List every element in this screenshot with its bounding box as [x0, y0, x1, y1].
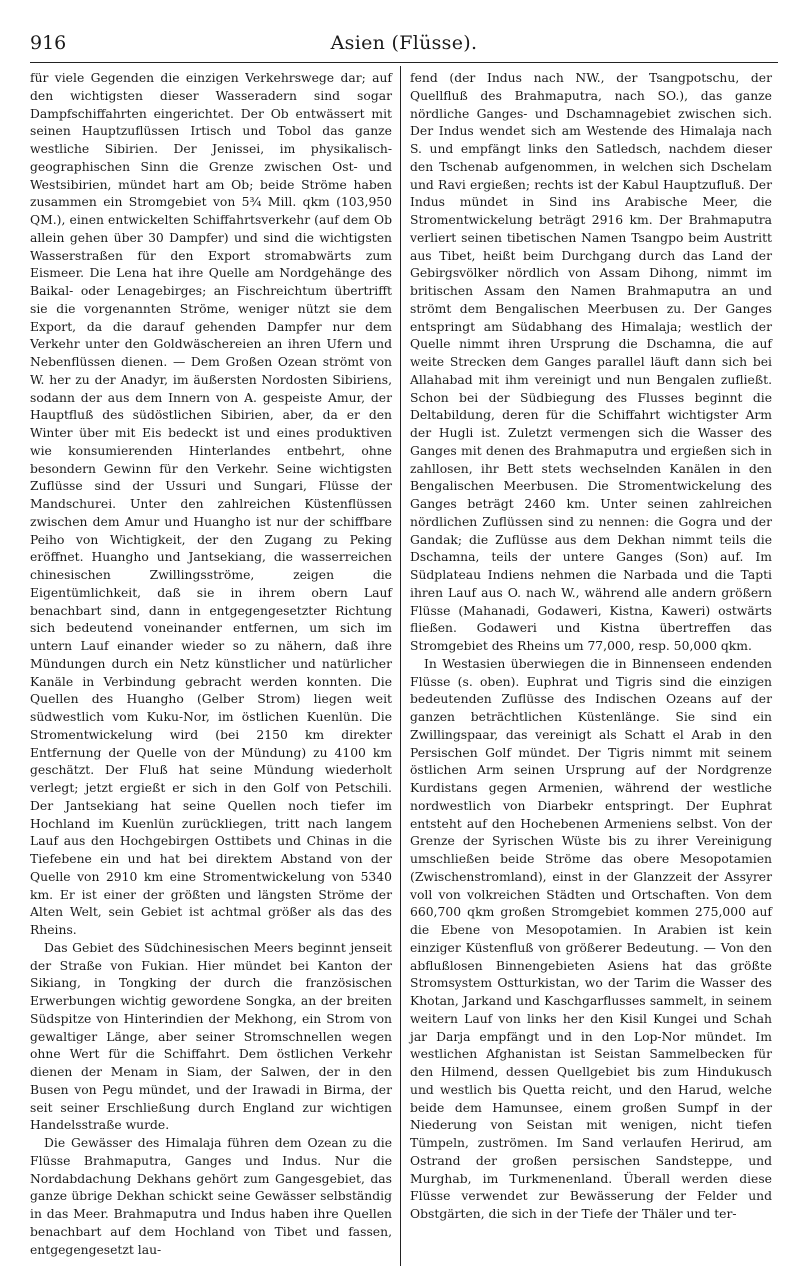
paragraph: In Westasien überwiegen die in Binnenseen endenden Flüsse (s. oben). Euphrat und Tigris sind die einzigen bedeutenden Zuflüsse des Indischen Ozeans auf der ganzen beträchtlichen Küstenlänge. Sie sind ein Zwillingspaar, das vereinigt als Schatt el Arab in den Persischen Golf mündet. Der Tigris nimmt mit seinem östlichen Arm seinen Ursprung auf der Nordgrenze Kurdistans gegen Armenien, während der westliche nordwestlich von Diarbekr entspringt. Der Euphrat entsteht auf den Hochebenen Armeniens selbst. Von der Grenze der Syrischen Wüste bis zu ihrer Vereinigung umschließen beide Ströme das obere Mesopotamien (Zwischenstromland), einst in der Glanzzeit der Assyrer voll von volkreichen Städten und Ortschaften. Von dem 660,700 qkm großen Stromgebiet kommen 275,000 auf die Ebene von Mesopotamien. In Arabien ist kein einziger Küstenfluß von größerer Bedeutung. — Von den abflußlosen Binnengebieten Asiens hat das größte Stromsystem Ostturkistan, wo der Tarim die Wasser des Khotan, Jarkand und Kaschgarflusses sammelt, in seinem weitern Lauf von links her den Kisil Kungei und Schah jar Darja empfängt und in den Lop-Nor mündet. Im westlichen Afghanistan ist Seistan Sammelbecken für den Hilmend, dessen Quellgebiet bis zum Hindukusch und westlich bis Quetta reicht, und den Harud, welche beide dem Hamunsee, einem großen Sumpf in der Niederung von Seistan mit wenigen, nicht tiefen Tümpeln, zuströmen. Im Sand verlaufen Herirud, am Ostrand der großen persischen Sandsteppe, und Murghab, im Turkmenenland. Überall werden diese Flüsse verwendet zur Bewässerung der Felder und Obstgärten, die sich in der Tiefe der Thäler und ter-: [410, 656, 772, 1221]
column-divider: [400, 66, 401, 1266]
page-number: 916: [30, 32, 67, 54]
paragraph: Die Gewässer des Himalaja führen dem Ozean zu die Flüsse Brahmaputra, Ganges und Indus. Nur die Nordabdachung Dekhans gehört zum Gangesgebiet, das ganze übrige Dekhan schickt seine Gewässer selbständig in das Meer. Brahmaputra und Indus haben ihre Quellen benachbart auf dem Hochland von Tibet und fassen, entgegengesetzt lau-: [30, 1136, 392, 1257]
running-header: [30, 30, 778, 63]
paragraph: fend (der Indus nach NW., der Tsangpotschu, der Quellfluß des Brahmaputra, nach SO.), das ganze nördliche Ganges- und Dschamnagebiet zwischen sich. Der Indus wendet sich am Westende des Himalaja nach S. und empfängt links den Satledsch, nachdem dieser den Tschenab aufgenommen, in welchen sich Dschelam und Ravi ergießen; rechts ist der Kabul Hauptzufluß. Der Indus mündet in Sind ins Arabische Meer, die Stromentwickelung beträgt 2916 km. Der Brahmaputra verliert seinen tibetischen Namen Tsangpo beim Austritt aus Tibet, heißt beim Durchgang durch das Land der Gebirgsvölker nördlich von Assam Dihong, nimmt im britischen Assam den Namen Brahmaputra an und strömt dem Bengalischen Meerbusen zu. Der Ganges entspringt am Südabhang des Himalaja; westlich der Quelle nimmt ihren Ursprung die Dschamna, die auf weite Strecken dem Ganges parallel läuft dann sich bei Allahabad mit ihm vereinigt und nun Bengalen zufließt. Schon bei der Südbiegung des Flusses beginnt die Deltabildung, deren für die Schiffahrt wichtigster Arm der Hugli ist. Zuletzt vermengen sich die Wasser des Ganges mit denen des Brahmaputra und ergießen sich in zahllosen, ihr Bett stets wechselnden Kanälen in den Bengalischen Meerbusen. Die Stromentwickelung des Ganges beträgt 2460 km. Unter seinen zahlreichen nördlichen Zuflüssen sind zu nennen: die Gogra und der Gandak; die Zuflüsse aus dem Dekhan nimmt teils die Dschamna, teils der untere Ganges (Son) auf. Im Südplateau Indiens nehmen die Narbada und die Tapti ihren Lauf aus O. nach W., während alle andern größern Flüsse (Mahanadi, Godaweri, Kistna, Kaweri) ostwärts fließen. Godaweri und Kistna übertreffen das Stromgebiet des Rheins um 77,000, resp. 50,000 qkm.: [410, 71, 772, 653]
page-title: Asien (Flüsse).: [330, 32, 478, 54]
left-column: [30, 70, 392, 1259]
paragraph: Das Gebiet des Südchinesischen Meers beginnt jenseit der Straße von Fukian. Hier mündet bei Kanton der Sikiang, in Tongking der durch die französischen Erwerbungen wichtig gewordene Songka, an der breiten Südspitze von Hinterindien der Mekhong, ein Strom von gewaltiger Länge, aber seiner Stromschnellen wegen ohne Wert für die Schiffahrt. Dem östlichen Verkehr dienen der Menam in Siam, der Salwen, der in den Busen von Pegu mündet, und der Irawadi in Birma, der seit seiner Erschließung durch England zur wichtigen Handelsstraße wurde.: [30, 940, 392, 1133]
paragraph: für viele Gegenden die einzigen Verkehrswege dar; auf den wichtigsten dieser Wasseradern sind sogar Dampfschiffahrten eingerichtet. Der Ob entwässert mit seinen Hauptzuflüssen Irtisch und Tobol das ganze westliche Sibirien. Der Jenissei, im physikalisch-geographischen Sinn die Grenze zwischen Ost- und Westsibirien, mündet hart am Ob; beide Ströme haben zusammen ein Stromgebiet von 5¾ Mill. qkm (103,950 QM.), einen entwickelten Schiffahrtsverkehr (auf dem Ob allein gehen über 30 Dampfer) und sind die wichtigsten Wasserstraßen für den Export stromabwärts zum Eismeer. Die Lena hat ihre Quelle am Nordgehänge des Baikal- oder Lenagebirges; an Fischreichtum übertrifft sie die vorgenannten Ströme, weniger nützt sie dem Export, da die darauf gehenden Dampfer nur dem Verkehr unter den Goldwäschereien an ihren Ufern und Nebenflüssen dienen. — Dem Großen Ozean strömt von W. her zu der Anadyr, im äußersten Nordosten Sibiriens, sodann der aus dem Innern von A. gespeiste Amur, der Hauptfluß des südöstlichen Sibirien, aber, da er den Winter über mit Eis bedeckt ist und eines produktiven wie konsumierenden Hinterlandes entbehrt, ohne besondern Gewinn für den Verkehr. Seine wichtigsten Zuflüsse sind der Ussuri und Sungari, Flüsse der Mandschurei. Unter den zahlreichen Küstenflüssen zwischen dem Amur und Huangho ist nur der schiffbare Peiho von Wichtigkeit, der den Zugang zu Peking eröffnet. Huangho und Jantsekiang, die wasserreichen chinesischen Zwillingsströme, zeigen die Eigentümlichkeit, daß sie in ihrem obern Lauf benachbart sind, dann in entgegengesetzter Richtung sich bedeutend voneinander entfernen, um sich im untern Lauf einander wieder so zu nähern, daß ihre Mündungen durch ein Netz künstlicher und natürlicher Kanäle in Verbindung gebracht werden konnten. Die Quellen des Huangho (Gelber Strom) liegen weit südwestlich vom Kuku-Nor, im östlichen Kuenlün. Die Stromentwickelung wird (bei 2150 km direkter Entfernung der Quelle von der Mündung) zu 4100 km geschätzt. Der Fluß hat seine Mündung wiederholt verlegt; jetzt ergießt er sich in den Golf von Petschili. Der Jantsekiang hat seine Quellen noch tiefer im Hochland im Kuenlün zurückliegen, tritt nach langem Lauf aus den Hochgebirgen Osttibets und Chinas in die Tiefebene ein und hat bei direktem Abstand von der Quelle von 2910 km eine Stromentwickelung von 5340 km. Er ist einer der größten und längsten Ströme der Alten Welt, sein Gebiet ist achtmal größer als das des Rheins.: [30, 71, 392, 937]
right-column: [410, 70, 772, 1224]
